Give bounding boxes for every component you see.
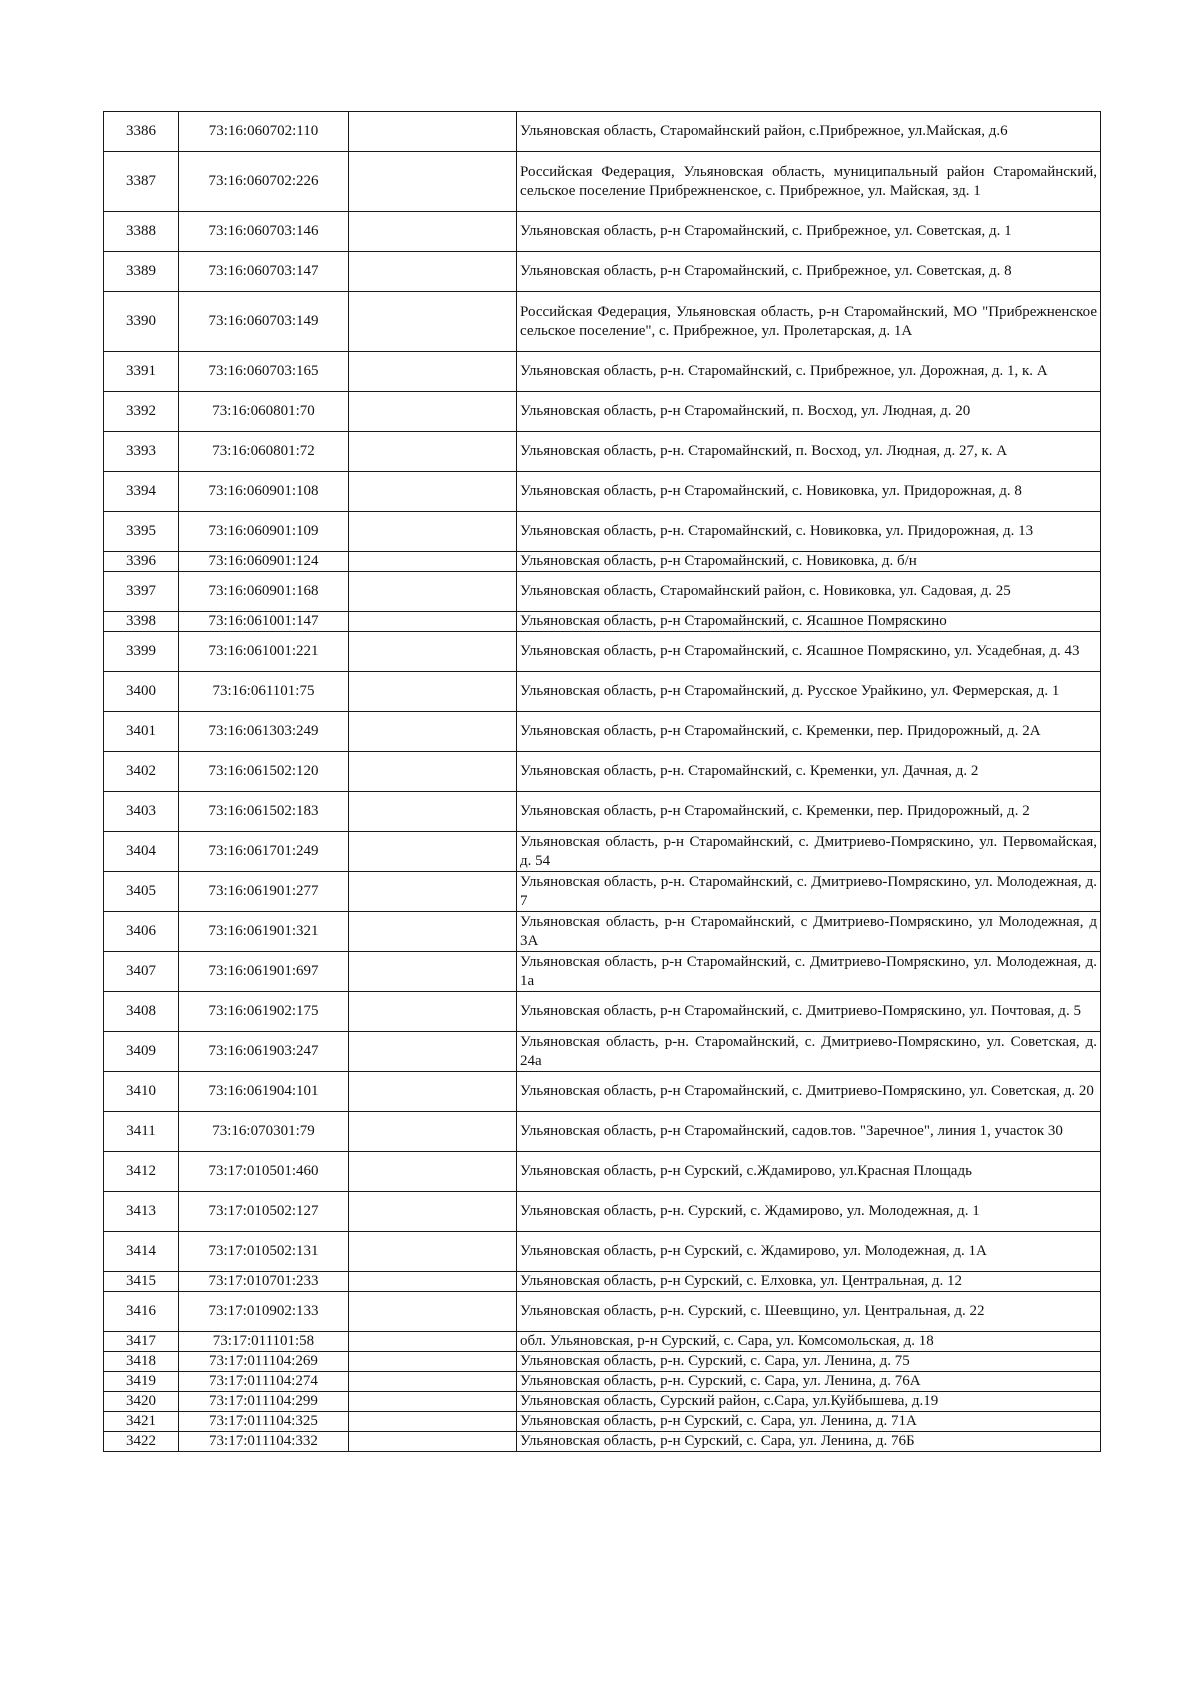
- row-number-cell: 3401: [104, 712, 179, 752]
- address-cell: Ульяновская область, р-н Старомайнский, с. Кременки, пер. Придорожный, д. 2: [517, 792, 1101, 832]
- table-row: [104, 1272, 1101, 1292]
- table-row: [104, 912, 1101, 952]
- row-number-cell: 3417: [104, 1332, 179, 1352]
- table-row: [104, 572, 1101, 612]
- address-cell: Ульяновская область, р-н Старомайнский, п. Восход, ул. Людная, д. 20: [517, 392, 1101, 432]
- row-number-cell: 3399: [104, 632, 179, 672]
- address-cell: Ульяновская область, р-н. Сурский, с. Сара, ул. Ленина, д. 76А: [517, 1372, 1101, 1392]
- table-row: [104, 712, 1101, 752]
- cadastral-number-cell: 73:16:061901:277: [179, 872, 349, 912]
- row-number-cell: 3409: [104, 1032, 179, 1072]
- table-row: [104, 152, 1101, 212]
- row-number-cell: 3390: [104, 292, 179, 352]
- row-number-cell: 3422: [104, 1432, 179, 1452]
- table-row: [104, 1072, 1101, 1112]
- empty-cell: [349, 392, 517, 432]
- table-row: [104, 432, 1101, 472]
- cadastral-number-cell: 73:17:010501:460: [179, 1152, 349, 1192]
- table-row: [104, 952, 1101, 992]
- table-row: [104, 612, 1101, 632]
- empty-cell: [349, 252, 517, 292]
- empty-cell: [349, 512, 517, 552]
- empty-cell: [349, 212, 517, 252]
- cadastral-number-cell: 73:16:060901:108: [179, 472, 349, 512]
- empty-cell: [349, 1332, 517, 1352]
- cadastral-number-cell: 73:16:061901:321: [179, 912, 349, 952]
- address-cell: Ульяновская область, р-н Старомайнский, с. Дмитриево-Помряскино, ул. Первомайская, д. 54: [517, 832, 1101, 872]
- table-row: [104, 552, 1101, 572]
- table-row: [104, 1292, 1101, 1332]
- address-cell: обл. Ульяновская, р-н Сурский, с. Сара, ул. Комсомольская, д. 18: [517, 1332, 1101, 1352]
- cadastral-number-cell: 73:17:011104:299: [179, 1392, 349, 1412]
- cadastral-number-cell: 73:17:010701:233: [179, 1272, 349, 1292]
- address-cell: Ульяновская область, р-н. Старомайнский, с. Кременки, ул. Дачная, д. 2: [517, 752, 1101, 792]
- address-cell: Ульяновская область, р-н Старомайнский, с. Ясашное Помряскино: [517, 612, 1101, 632]
- row-number-cell: 3407: [104, 952, 179, 992]
- cadastral-number-cell: 73:16:061101:75: [179, 672, 349, 712]
- cadastral-number-cell: 73:16:060901:109: [179, 512, 349, 552]
- empty-cell: [349, 832, 517, 872]
- table-row: [104, 1432, 1101, 1452]
- cadastral-number-cell: 73:17:010502:127: [179, 1192, 349, 1232]
- empty-cell: [349, 572, 517, 612]
- table-row: [104, 1032, 1101, 1072]
- address-cell: Ульяновская область, р-н Старомайнский, с. Прибрежное, ул. Советская, д. 8: [517, 252, 1101, 292]
- cadastral-number-cell: 73:16:060703:165: [179, 352, 349, 392]
- address-cell: Ульяновская область, р-н Сурский, с. Сара, ул. Ленина, д. 76Б: [517, 1432, 1101, 1452]
- table-row: [104, 212, 1101, 252]
- empty-cell: [349, 1432, 517, 1452]
- address-cell: Ульяновская область, р-н Старомайнский, д. Русское Урайкино, ул. Фермерская, д. 1: [517, 672, 1101, 712]
- row-number-cell: 3411: [104, 1112, 179, 1152]
- empty-cell: [349, 1272, 517, 1292]
- address-cell: Ульяновская область, р-н. Старомайнский, п. Восход, ул. Людная, д. 27, к. А: [517, 432, 1101, 472]
- address-cell: Ульяновская область, р-н Старомайнский, с. Прибрежное, ул. Советская, д. 1: [517, 212, 1101, 252]
- cadastral-number-cell: 73:16:060703:147: [179, 252, 349, 292]
- cadastral-number-cell: 73:16:061902:175: [179, 992, 349, 1032]
- cadastral-number-cell: 73:16:061903:247: [179, 1032, 349, 1072]
- address-cell: Ульяновская область, р-н Сурский, с.Ждамирово, ул.Красная Площадь: [517, 1152, 1101, 1192]
- table-row: [104, 1352, 1101, 1372]
- cadastral-number-cell: 73:16:061502:183: [179, 792, 349, 832]
- cadastral-number-cell: 73:17:011104:269: [179, 1352, 349, 1372]
- row-number-cell: 3420: [104, 1392, 179, 1412]
- table-row: [104, 1232, 1101, 1272]
- table-row: [104, 1152, 1101, 1192]
- cadastral-number-cell: 73:16:061701:249: [179, 832, 349, 872]
- address-cell: Ульяновская область, р-н Старомайнский, садов.тов. "Заречное", линия 1, участок 30: [517, 1112, 1101, 1152]
- table-row: [104, 472, 1101, 512]
- empty-cell: [349, 792, 517, 832]
- empty-cell: [349, 1232, 517, 1272]
- empty-cell: [349, 1372, 517, 1392]
- cadastral-number-cell: 73:16:060702:226: [179, 152, 349, 212]
- empty-cell: [349, 1192, 517, 1232]
- cadastral-number-cell: 73:17:011104:274: [179, 1372, 349, 1392]
- row-number-cell: 3402: [104, 752, 179, 792]
- address-cell: Ульяновская область, Сурский район, с.Сара, ул.Куйбышева, д.19: [517, 1392, 1101, 1412]
- address-cell: Ульяновская область, р-н Старомайнский, с. Новиковка, ул. Придорожная, д. 8: [517, 472, 1101, 512]
- empty-cell: [349, 292, 517, 352]
- empty-cell: [349, 632, 517, 672]
- table-row: [104, 872, 1101, 912]
- cadastral-number-cell: 73:16:061502:120: [179, 752, 349, 792]
- address-cell: Ульяновская область, р-н Старомайнский, с. Новиковка, д. б/н: [517, 552, 1101, 572]
- empty-cell: [349, 612, 517, 632]
- empty-cell: [349, 152, 517, 212]
- table-row: [104, 292, 1101, 352]
- cadastral-number-cell: 73:16:060703:146: [179, 212, 349, 252]
- row-number-cell: 3388: [104, 212, 179, 252]
- row-number-cell: 3396: [104, 552, 179, 572]
- address-cell: Ульяновская область, р-н Старомайнский, с. Ясашное Помряскино, ул. Усадебная, д. 43: [517, 632, 1101, 672]
- row-number-cell: 3393: [104, 432, 179, 472]
- table-row: [104, 792, 1101, 832]
- row-number-cell: 3400: [104, 672, 179, 712]
- empty-cell: [349, 872, 517, 912]
- empty-cell: [349, 1072, 517, 1112]
- row-number-cell: 3395: [104, 512, 179, 552]
- empty-cell: [349, 1392, 517, 1412]
- address-cell: Ульяновская область, р-н Сурский, с. Ждамирово, ул. Молодежная, д. 1А: [517, 1232, 1101, 1272]
- empty-cell: [349, 992, 517, 1032]
- row-number-cell: 3410: [104, 1072, 179, 1112]
- row-number-cell: 3392: [104, 392, 179, 432]
- empty-cell: [349, 352, 517, 392]
- address-cell: Ульяновская область, р-н. Старомайнский, с. Новиковка, ул. Придорожная, д. 13: [517, 512, 1101, 552]
- register-table-body: [104, 112, 1101, 1452]
- empty-cell: [349, 912, 517, 952]
- address-cell: Российская Федерация, Ульяновская область, р-н Старомайнский, МО "Прибрежненское сельское поселение", с. Прибрежное, ул. Пролетарская, д. 1А: [517, 292, 1101, 352]
- table-row: [104, 1412, 1101, 1432]
- table-row: [104, 1112, 1101, 1152]
- cadastral-number-cell: 73:17:011104:325: [179, 1412, 349, 1432]
- address-cell: Ульяновская область, р-н Старомайнский, с. Дмитриево-Помряскино, ул. Почтовая, д. 5: [517, 992, 1101, 1032]
- row-number-cell: 3419: [104, 1372, 179, 1392]
- row-number-cell: 3413: [104, 1192, 179, 1232]
- empty-cell: [349, 672, 517, 712]
- cadastral-number-cell: 73:16:061303:249: [179, 712, 349, 752]
- row-number-cell: 3421: [104, 1412, 179, 1432]
- cadastral-number-cell: 73:16:061001:221: [179, 632, 349, 672]
- table-row: [104, 672, 1101, 712]
- row-number-cell: 3403: [104, 792, 179, 832]
- cadastral-number-cell: 73:16:060801:72: [179, 432, 349, 472]
- row-number-cell: 3414: [104, 1232, 179, 1272]
- row-number-cell: 3397: [104, 572, 179, 612]
- empty-cell: [349, 952, 517, 992]
- address-cell: Ульяновская область, р-н Сурский, с. Елховка, ул. Центральная, д. 12: [517, 1272, 1101, 1292]
- address-cell: Ульяновская область, р-н. Сурский, с. Ждамирово, ул. Молодежная, д. 1: [517, 1192, 1101, 1232]
- address-cell: Ульяновская область, Старомайнский район, с.Прибрежное, ул.Майская, д.6: [517, 112, 1101, 152]
- table-row: [104, 992, 1101, 1032]
- table-row: [104, 252, 1101, 292]
- address-cell: Ульяновская область, р-н. Старомайнский, с. Дмитриево-Помряскино, ул. Советская, д. 24а: [517, 1032, 1101, 1072]
- address-cell: Ульяновская область, р-н Старомайнский, с. Дмитриево-Помряскино, ул. Советская, д. 20: [517, 1072, 1101, 1112]
- empty-cell: [349, 472, 517, 512]
- table-row: [104, 1392, 1101, 1412]
- cadastral-number-cell: 73:17:011101:58: [179, 1332, 349, 1352]
- empty-cell: [349, 112, 517, 152]
- address-cell: Ульяновская область, Старомайнский район, с. Новиковка, ул. Садовая, д. 25: [517, 572, 1101, 612]
- empty-cell: [349, 1152, 517, 1192]
- row-number-cell: 3406: [104, 912, 179, 952]
- row-number-cell: 3405: [104, 872, 179, 912]
- row-number-cell: 3415: [104, 1272, 179, 1292]
- empty-cell: [349, 1112, 517, 1152]
- row-number-cell: 3386: [104, 112, 179, 152]
- empty-cell: [349, 1032, 517, 1072]
- cadastral-number-cell: 73:17:010502:131: [179, 1232, 349, 1272]
- cadastral-number-cell: 73:16:060901:168: [179, 572, 349, 612]
- cadastral-number-cell: 73:16:060801:70: [179, 392, 349, 432]
- row-number-cell: 3387: [104, 152, 179, 212]
- cadastral-number-cell: 73:16:061901:697: [179, 952, 349, 992]
- address-cell: Ульяновская область, р-н Сурский, с. Сара, ул. Ленина, д. 71А: [517, 1412, 1101, 1432]
- address-cell: Ульяновская область, р-н Старомайнский, с. Кременки, пер. Придорожный, д. 2А: [517, 712, 1101, 752]
- row-number-cell: 3394: [104, 472, 179, 512]
- row-number-cell: 3416: [104, 1292, 179, 1332]
- cadastral-number-cell: 73:17:010902:133: [179, 1292, 349, 1332]
- table-row: [104, 1372, 1101, 1392]
- cadastral-number-cell: 73:16:060702:110: [179, 112, 349, 152]
- cadastral-number-cell: 73:16:070301:79: [179, 1112, 349, 1152]
- address-cell: Ульяновская область, р-н. Старомайнский, с. Прибрежное, ул. Дорожная, д. 1, к. А: [517, 352, 1101, 392]
- empty-cell: [349, 1292, 517, 1332]
- empty-cell: [349, 432, 517, 472]
- cadastral-number-cell: 73:16:061001:147: [179, 612, 349, 632]
- table-row: [104, 352, 1101, 392]
- cadastral-number-cell: 73:16:060703:149: [179, 292, 349, 352]
- table-row: [104, 112, 1101, 152]
- cadastral-number-cell: 73:16:061904:101: [179, 1072, 349, 1112]
- row-number-cell: 3389: [104, 252, 179, 292]
- table-row: [104, 392, 1101, 432]
- table-row: [104, 752, 1101, 792]
- empty-cell: [349, 1412, 517, 1432]
- row-number-cell: 3408: [104, 992, 179, 1032]
- empty-cell: [349, 712, 517, 752]
- address-cell: Ульяновская область, р-н. Старомайнский, с. Дмитриево-Помряскино, ул. Молодежная, д. 7: [517, 872, 1101, 912]
- address-cell: Ульяновская область, р-н. Сурский, с. Шеевщино, ул. Центральная, д. 22: [517, 1292, 1101, 1332]
- empty-cell: [349, 552, 517, 572]
- row-number-cell: 3404: [104, 832, 179, 872]
- row-number-cell: 3391: [104, 352, 179, 392]
- address-cell: Ульяновская область, р-н. Сурский, с. Сара, ул. Ленина, д. 75: [517, 1352, 1101, 1372]
- table-row: [104, 832, 1101, 872]
- address-cell: Ульяновская область, р-н Старомайнский, с. Дмитриево-Помряскино, ул. Молодежная, д. 1а: [517, 952, 1101, 992]
- row-number-cell: 3412: [104, 1152, 179, 1192]
- table-row: [104, 1192, 1101, 1232]
- address-cell: Российская Федерация, Ульяновская область, муниципальный район Старомайнский, сельское поселение Прибрежненское, с. Прибрежное, ул. Майская, зд. 1: [517, 152, 1101, 212]
- table-row: [104, 512, 1101, 552]
- cadastral-number-cell: 73:17:011104:332: [179, 1432, 349, 1452]
- table-row: [104, 1332, 1101, 1352]
- address-cell: Ульяновская область, р-н Старомайнский, с Дмитриево-Помряскино, ул Молодежная, д 3А: [517, 912, 1101, 952]
- table-row: [104, 632, 1101, 672]
- empty-cell: [349, 1352, 517, 1372]
- property-register-table: [103, 111, 1101, 1452]
- empty-cell: [349, 752, 517, 792]
- row-number-cell: 3418: [104, 1352, 179, 1372]
- cadastral-number-cell: 73:16:060901:124: [179, 552, 349, 572]
- row-number-cell: 3398: [104, 612, 179, 632]
